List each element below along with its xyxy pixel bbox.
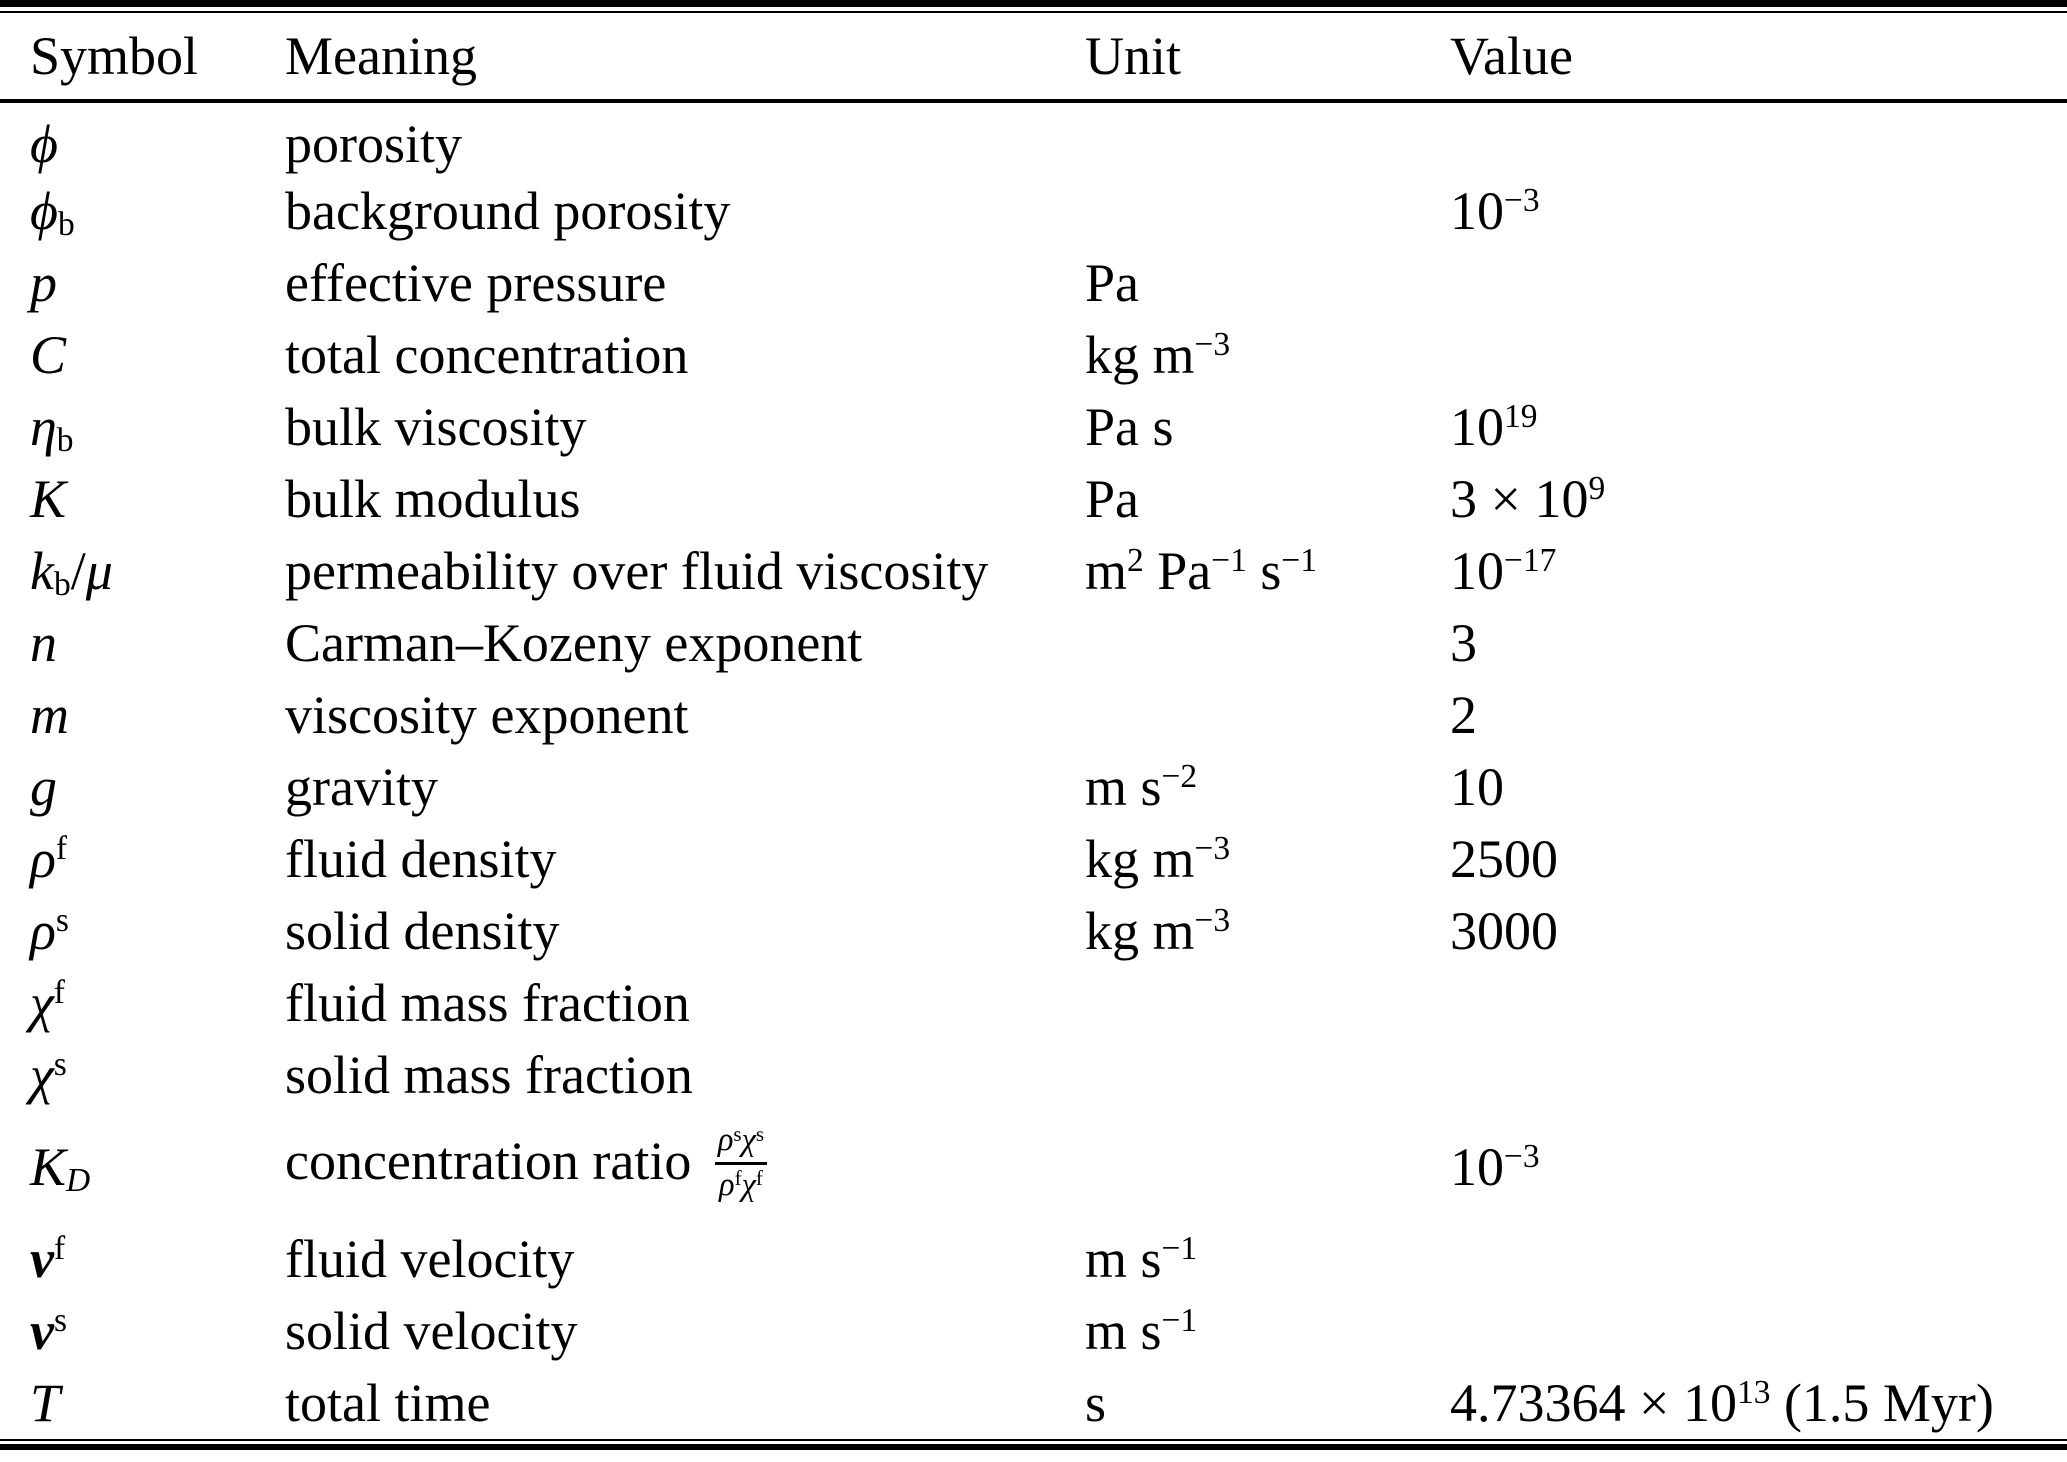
text-run: Carman–Kozeny exponent (285, 613, 863, 673)
table-row (0, 1223, 2067, 1295)
symbol-cell (0, 823, 285, 895)
text-run: solid density (285, 901, 560, 961)
meaning-cell (285, 823, 1085, 895)
text-run: kg m (1085, 829, 1195, 889)
value-cell (1450, 1223, 2067, 1295)
parameters-table (0, 13, 2067, 1439)
text-run: s (53, 1045, 67, 1083)
meaning-cell (285, 1039, 1085, 1111)
column-header-meaning: Meaning (285, 26, 477, 86)
text-run: m s (1085, 1301, 1162, 1361)
text-run: −3 (1194, 829, 1231, 867)
text-run: Pa s (1085, 397, 1174, 457)
table-row (0, 1295, 2067, 1367)
text-run: total time (285, 1373, 491, 1433)
text-run: f (55, 829, 68, 867)
text-run: −3 (1504, 181, 1540, 219)
unit-cell (1085, 319, 1450, 391)
meaning-cell (285, 319, 1085, 391)
text-run: v (30, 1301, 54, 1361)
text-run: 3 (1450, 613, 1477, 673)
text-run: f (53, 973, 65, 1011)
text-run: Pa (1085, 469, 1139, 529)
text-run: f (734, 1166, 742, 1191)
text-run: χ (30, 973, 54, 1033)
unit-cell (1085, 895, 1450, 967)
unit-cell (1085, 1111, 1450, 1223)
text-run: b (57, 206, 75, 244)
table-row (0, 319, 2067, 391)
text-run: 10 (1450, 181, 1504, 241)
text-run: ρ (717, 1122, 734, 1159)
symbol-cell (0, 895, 285, 967)
text-run: 9 (1588, 469, 1606, 507)
symbol-cell (0, 751, 285, 823)
text-run: 3000 (1450, 901, 1558, 961)
unit-cell (1085, 1367, 1450, 1439)
text-run: 19 (1504, 397, 1538, 435)
table-header (0, 13, 2067, 101)
value-cell (1450, 175, 2067, 247)
text-run: gravity (285, 757, 438, 817)
unit-cell (1085, 967, 1450, 1039)
symbol-cell (0, 1367, 285, 1439)
text-run: effective pressure (285, 253, 667, 313)
text-run: μ (85, 541, 113, 601)
bottom-rule-thick (0, 1444, 2067, 1450)
text-run: T (30, 1373, 61, 1433)
text-run: b (56, 422, 74, 460)
meaning-cell (285, 1295, 1085, 1367)
table-row (0, 895, 2067, 967)
text-run: −1 (1211, 541, 1247, 579)
symbol-cell (0, 607, 285, 679)
text-run: 10 (1450, 541, 1504, 601)
table-row (0, 1367, 2067, 1439)
table-body (0, 101, 2067, 1439)
text-run: kg m (1085, 901, 1195, 961)
text-run: χ (741, 1166, 756, 1203)
fraction (715, 1122, 767, 1204)
meaning-cell (285, 895, 1085, 967)
text-run: −17 (1504, 541, 1557, 579)
text-run: solid mass fraction (285, 1045, 693, 1105)
symbol-cell (0, 175, 285, 247)
symbol-cell (0, 535, 285, 607)
symbol-cell (0, 1295, 285, 1367)
symbol-cell (0, 679, 285, 751)
symbol-cell (0, 463, 285, 535)
symbol-cell (0, 1111, 285, 1223)
text-run: −1 (1161, 1229, 1198, 1267)
table-row (0, 463, 2067, 535)
text-run: −3 (1194, 901, 1231, 939)
column-header-unit: Unit (1085, 26, 1182, 86)
text-run: b (53, 566, 71, 604)
symbol-cell (0, 247, 285, 319)
text-run: 4.73364 × 10 (1450, 1373, 1737, 1433)
table-row (0, 1111, 2067, 1223)
text-run: s (53, 1301, 67, 1339)
unit-cell (1085, 101, 1450, 175)
meaning-cell (285, 101, 1085, 175)
value-cell (1450, 823, 2067, 895)
meaning-cell (285, 1367, 1085, 1439)
fraction-denominator (715, 1165, 767, 1204)
text-run: fluid density (285, 829, 557, 889)
text-run: η (30, 397, 57, 457)
text-run: / (70, 541, 86, 601)
meaning-cell (285, 535, 1085, 607)
meaning-cell (285, 175, 1085, 247)
text-run: ϕ (30, 181, 58, 241)
column-header-value: Value (1450, 26, 1573, 86)
text-run: f (53, 1229, 66, 1267)
text-run: m (1085, 541, 1128, 601)
text-run: χ (741, 1122, 756, 1159)
text-run: total concentration (285, 325, 689, 385)
text-run: s (55, 901, 69, 939)
value-cell (1450, 1367, 2067, 1439)
text-run: v (30, 1229, 54, 1289)
table-row (0, 607, 2067, 679)
table-row (0, 823, 2067, 895)
value-cell (1450, 247, 2067, 319)
text-run: f (755, 1166, 763, 1191)
text-run: fluid mass fraction (285, 973, 690, 1033)
text-run: solid velocity (285, 1301, 578, 1361)
text-run: D (66, 1162, 91, 1200)
unit-cell (1085, 1223, 1450, 1295)
text-run: 2 (1450, 685, 1477, 745)
value-cell (1450, 679, 2067, 751)
text-run: C (30, 325, 67, 385)
value-cell (1450, 319, 2067, 391)
text-run: bulk modulus (285, 469, 581, 529)
text-run: s (1246, 541, 1282, 601)
value-cell (1450, 535, 2067, 607)
text-run: s (755, 1121, 765, 1146)
top-rule-thick (0, 0, 2067, 7)
text-run: n (30, 613, 57, 673)
text-run: 10 (1450, 1137, 1504, 1197)
meaning-cell (285, 1223, 1085, 1295)
fraction-numerator (715, 1122, 767, 1164)
text-run: fluid velocity (285, 1229, 575, 1289)
text-run: s (733, 1121, 742, 1146)
text-run: permeability over fluid viscosity (285, 541, 989, 601)
unit-cell (1085, 463, 1450, 535)
symbol-cell (0, 967, 285, 1039)
meaning-cell (285, 247, 1085, 319)
table-row (0, 967, 2067, 1039)
symbol-cell (0, 1039, 285, 1111)
table-row (0, 101, 2067, 175)
text-run: 13 (1736, 1373, 1771, 1411)
value-cell (1450, 607, 2067, 679)
text-run: 3 × 10 (1450, 469, 1589, 529)
table-row (0, 175, 2067, 247)
text-run: −2 (1161, 757, 1198, 795)
text-run: −1 (1161, 1301, 1198, 1339)
value-cell (1450, 1039, 2067, 1111)
unit-cell (1085, 535, 1450, 607)
meaning-cell (285, 1111, 1085, 1223)
text-run: −3 (1194, 325, 1231, 363)
value-cell (1450, 101, 2067, 175)
text-run: χ (30, 1045, 54, 1105)
unit-cell (1085, 1039, 1450, 1111)
meaning-cell (285, 967, 1085, 1039)
unit-cell (1085, 823, 1450, 895)
unit-cell (1085, 607, 1450, 679)
value-cell (1450, 751, 2067, 823)
text-run: K (30, 469, 67, 529)
unit-cell (1085, 751, 1450, 823)
value-cell (1450, 895, 2067, 967)
table-row (0, 535, 2067, 607)
meaning-cell (285, 679, 1085, 751)
text-run: (1.5 Myr) (1770, 1373, 1994, 1433)
unit-cell (1085, 1295, 1450, 1367)
value-cell (1450, 967, 2067, 1039)
text-run: s (1085, 1373, 1107, 1433)
text-run: background porosity (285, 181, 731, 241)
unit-cell (1085, 247, 1450, 319)
table-row (0, 751, 2067, 823)
symbol-cell (0, 1223, 285, 1295)
table-row (0, 679, 2067, 751)
text-run: k (30, 541, 54, 601)
text-run: m s (1085, 1229, 1162, 1289)
symbol-cell (0, 319, 285, 391)
text-run: ϕ (30, 114, 58, 174)
text-run: bulk viscosity (285, 397, 587, 457)
meaning-cell (285, 463, 1085, 535)
text-run: 2 (1127, 541, 1144, 579)
text-run: ρ (30, 829, 56, 889)
text-run: −1 (1281, 541, 1318, 579)
text-run: 2500 (1450, 829, 1558, 889)
symbol-cell (0, 391, 285, 463)
text-run: ρ (719, 1166, 735, 1203)
table-row (0, 391, 2067, 463)
text-run: 10 (1450, 757, 1504, 817)
text-run: g (30, 757, 57, 817)
value-cell (1450, 1295, 2067, 1367)
text-run: −3 (1504, 1137, 1540, 1175)
meaning-cell (285, 751, 1085, 823)
text-run: 10 (1450, 397, 1504, 457)
meaning-cell (285, 607, 1085, 679)
text-run: porosity (285, 114, 463, 174)
unit-cell (1085, 391, 1450, 463)
value-cell (1450, 391, 2067, 463)
unit-cell (1085, 175, 1450, 247)
header-row (0, 13, 2067, 101)
text-run: ρ (30, 901, 56, 961)
text-run: viscosity exponent (285, 685, 689, 745)
text-run: p (30, 253, 57, 313)
table-row (0, 1039, 2067, 1111)
value-cell (1450, 463, 2067, 535)
text-run: m s (1085, 757, 1162, 817)
column-header-symbol: Symbol (30, 26, 199, 86)
table-row (0, 247, 2067, 319)
text-run: m (30, 685, 69, 745)
unit-cell (1085, 679, 1450, 751)
symbol-cell (0, 101, 285, 175)
text-run: Pa (1085, 253, 1139, 313)
text-run: K (30, 1137, 67, 1197)
value-cell (1450, 1111, 2067, 1223)
text-run: concentration ratio (285, 1131, 705, 1192)
text-run: kg m (1085, 325, 1195, 385)
text-run: Pa (1143, 541, 1212, 601)
meaning-cell (285, 391, 1085, 463)
